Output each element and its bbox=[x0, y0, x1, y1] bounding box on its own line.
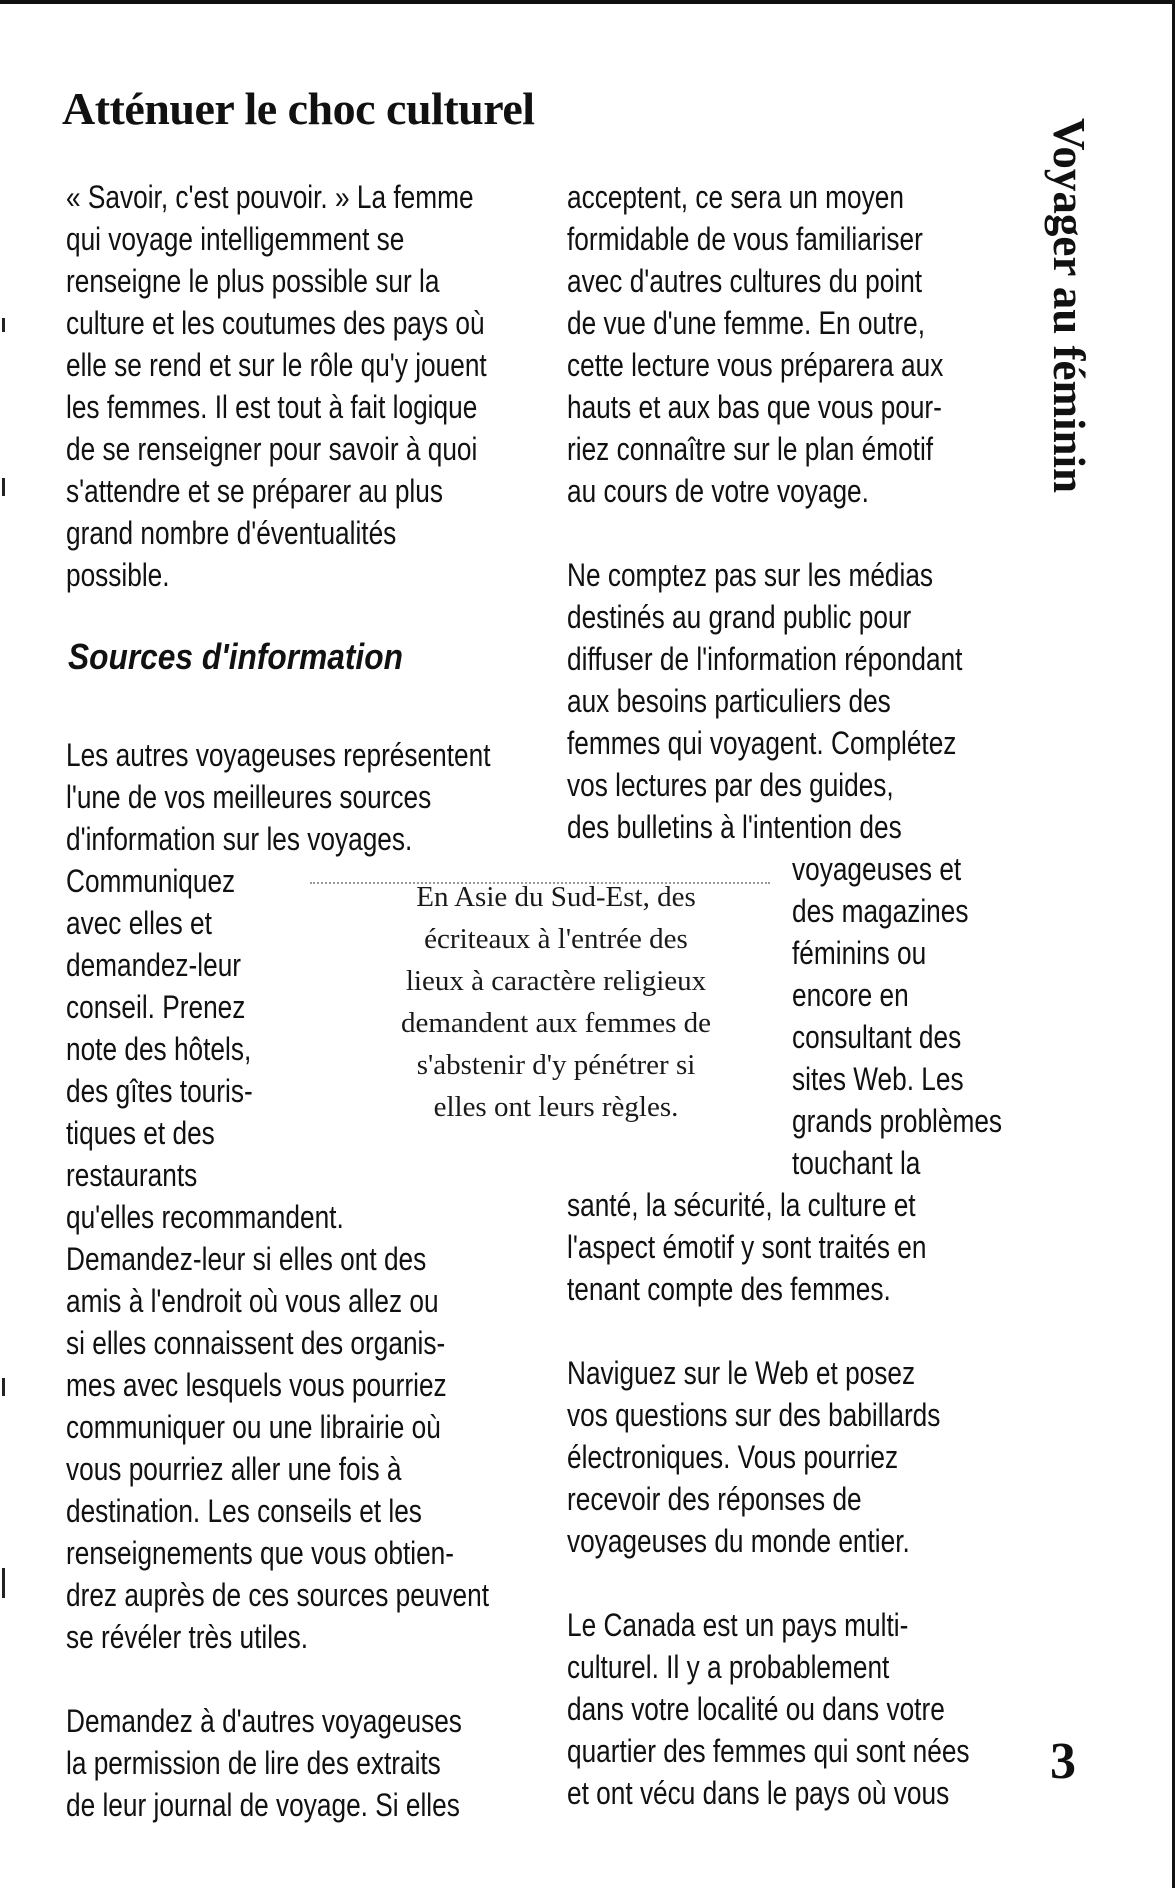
body-text-line: Naviguez sur le Web et posez bbox=[567, 1355, 916, 1391]
pull-quote-line: En Asie du Sud-Est, des bbox=[416, 881, 696, 913]
body-text-line: qu'elles recommandent. bbox=[66, 1199, 344, 1235]
top-border bbox=[0, 0, 1175, 4]
body-text-line: voyageuses et bbox=[792, 851, 962, 887]
body-text-line: des gîtes touris- bbox=[66, 1073, 253, 1109]
pull-quote bbox=[316, 876, 796, 1128]
body-text-line: si elles connaissent des organis- bbox=[66, 1325, 446, 1361]
body-text-line: demandez-leur bbox=[66, 947, 242, 983]
body-text-line: amis à l'endroit où vous allez ou bbox=[66, 1283, 439, 1319]
body-text-line: culturel. Il y a probablement bbox=[567, 1649, 890, 1685]
body-text-line: Demandez-leur si elles ont des bbox=[66, 1241, 427, 1277]
body-text-line: renseignements que vous obtien- bbox=[66, 1535, 455, 1571]
body-text-line: recevoir des réponses de bbox=[567, 1481, 862, 1517]
body-text-line: cette lecture vous préparera aux bbox=[567, 347, 944, 383]
body-text-line: l'aspect émotif y sont traités en bbox=[567, 1229, 927, 1265]
scan-speck bbox=[2, 318, 5, 332]
body-text-line: mes avec lesquels vous pourriez bbox=[66, 1367, 447, 1403]
body-text-line: acceptent, ce sera un moyen bbox=[567, 179, 904, 215]
body-text-line: Les autres voyageuses représentent bbox=[66, 737, 491, 773]
body-text-line: Le Canada est un pays multi- bbox=[567, 1607, 909, 1643]
body-text-line: vos lectures par des guides, bbox=[567, 767, 894, 803]
body-text-line: sites Web. Les bbox=[792, 1061, 964, 1097]
pull-quote-line: elles ont leurs règles. bbox=[433, 1091, 679, 1123]
pull-quote-line: écriteaux à l'entrée des bbox=[424, 923, 688, 955]
body-text-line: hauts et aux bas que vous pour- bbox=[567, 389, 942, 425]
body-text-line: avec d'autres cultures du point bbox=[567, 263, 923, 299]
body-text-line: au cours de votre voyage. bbox=[567, 473, 869, 509]
body-text-line: santé, la sécurité, la culture et bbox=[567, 1187, 916, 1223]
pull-quote-line: s'abstenir d'y pénétrer si bbox=[416, 1049, 696, 1081]
body-text-line: de se renseigner pour savoir à quoi bbox=[66, 431, 478, 467]
body-text-line: restaurants bbox=[66, 1157, 198, 1193]
body-text-line: culture et les coutumes des pays où bbox=[66, 305, 485, 341]
page-title: Atténuer le choc culturel bbox=[62, 83, 535, 134]
body-text-line: Ne comptez pas sur les médias bbox=[567, 557, 934, 593]
body-text-line: Communiquez bbox=[66, 863, 236, 899]
body-text-line: des bulletins à l'intention des bbox=[567, 809, 902, 845]
body-text-line: s'attendre et se préparer au plus bbox=[66, 473, 443, 509]
pull-quote-line: demandent aux femmes de bbox=[400, 1007, 712, 1039]
pull-quote-line: lieux à caractère religieux bbox=[405, 965, 707, 997]
body-text-line: renseigne le plus possible sur la bbox=[66, 263, 440, 299]
page-number: 3 bbox=[1050, 1733, 1076, 1790]
running-header-vertical: Voyager au féminin bbox=[1044, 118, 1094, 494]
body-text-line: de leur journal de voyage. Si elles bbox=[66, 1787, 460, 1823]
body-text-line: formidable de vous familiariser bbox=[567, 221, 923, 257]
body-text-line: consultant des bbox=[792, 1019, 962, 1055]
body-text-line: note des hôtels, bbox=[66, 1031, 252, 1067]
body-text-line: vos questions sur des babillards bbox=[567, 1397, 941, 1433]
body-text-line: avec elles et bbox=[66, 905, 212, 941]
body-text-line: diffuser de l'information répondant bbox=[567, 641, 963, 677]
scan-speck bbox=[2, 1568, 5, 1598]
body-text-line: d'information sur les voyages. bbox=[66, 821, 413, 857]
body-text-line: les femmes. Il est tout à fait logique bbox=[66, 389, 478, 425]
body-text-line: communiquer ou une librairie où bbox=[66, 1409, 441, 1445]
body-text-line: drez auprès de ces sources peuvent bbox=[66, 1577, 490, 1613]
scan-speck bbox=[2, 1378, 5, 1396]
body-text-line: « Savoir, c'est pouvoir. » La femme bbox=[66, 179, 474, 215]
body-text-line: riez connaître sur le plan émotif bbox=[567, 431, 934, 467]
body-text-line: féminins ou bbox=[792, 935, 927, 971]
body-text-line: touchant la bbox=[792, 1145, 921, 1181]
body-text-line: elle se rend et sur le rôle qu'y jouent bbox=[66, 347, 487, 383]
body-text-line: conseil. Prenez bbox=[66, 989, 246, 1025]
body-text-line: des magazines bbox=[792, 893, 969, 929]
body-text-line: tiques et des bbox=[66, 1115, 215, 1151]
body-text-line: voyageuses du monde entier. bbox=[567, 1523, 910, 1559]
section-subheading: Sources d'information bbox=[68, 636, 403, 677]
body-text-line: la permission de lire des extraits bbox=[66, 1745, 441, 1781]
body-text-line: grand nombre d'éventualités bbox=[66, 515, 397, 551]
body-text-line: quartier des femmes qui sont nées bbox=[567, 1733, 970, 1769]
body-text-line: dans votre localité ou dans votre bbox=[567, 1691, 945, 1727]
body-text-line: vous pourriez aller une fois à bbox=[66, 1451, 402, 1487]
body-text-line: aux besoins particuliers des bbox=[567, 683, 891, 719]
body-text-line: possible. bbox=[66, 557, 170, 593]
body-text-line: se révéler très utiles. bbox=[66, 1619, 309, 1655]
body-text-line: Demandez à d'autres voyageuses bbox=[66, 1703, 462, 1739]
body-text-line: grands problèmes bbox=[792, 1103, 1003, 1139]
body-text-line: tenant compte des femmes. bbox=[567, 1271, 891, 1307]
scan-speck bbox=[2, 478, 5, 496]
body-text-line: femmes qui voyagent. Complétez bbox=[567, 725, 957, 761]
body-text-line: encore en bbox=[792, 977, 909, 1013]
body-text-line: et ont vécu dans le pays où vous bbox=[567, 1775, 950, 1811]
body-text-line: l'une de vos meilleures sources bbox=[66, 779, 432, 815]
body-text-line: destinés au grand public pour bbox=[567, 599, 912, 635]
body-text-line: électroniques. Vous pourriez bbox=[567, 1439, 899, 1475]
body-text-line: destination. Les conseils et les bbox=[66, 1493, 422, 1529]
body-text-line: qui voyage intelligemment se bbox=[66, 221, 405, 257]
body-text-line: de vue d'une femme. En outre, bbox=[567, 305, 926, 341]
